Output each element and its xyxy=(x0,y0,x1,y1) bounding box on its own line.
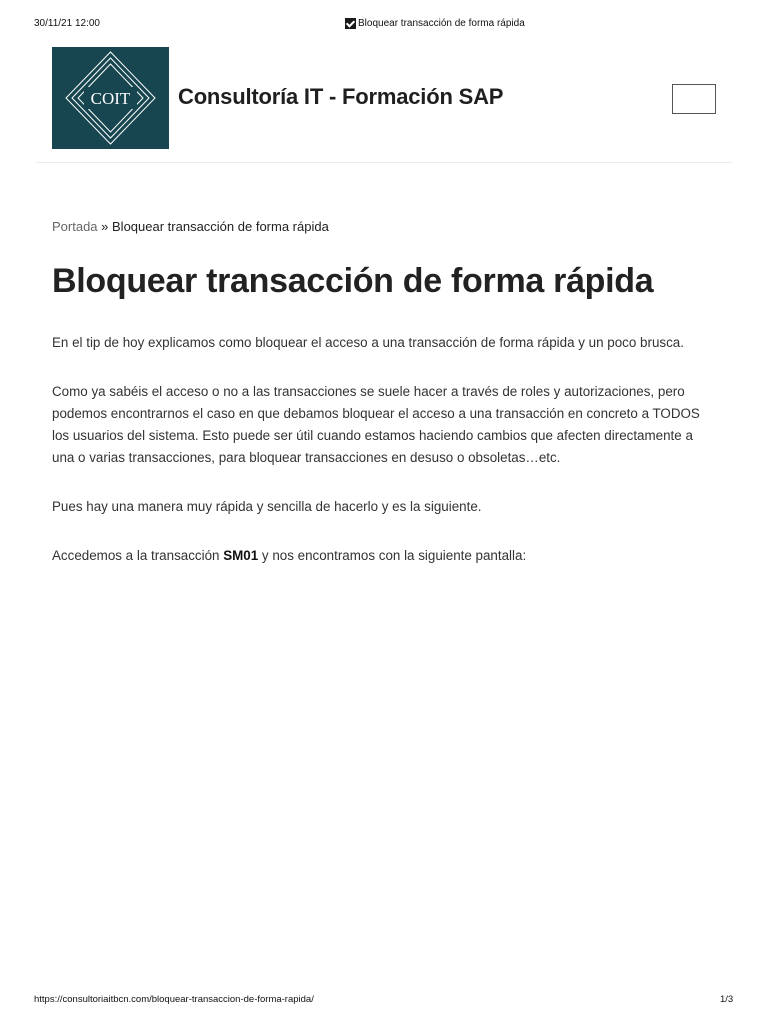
print-header-title xyxy=(345,18,525,29)
checkbox-icon xyxy=(345,18,356,29)
article-content xyxy=(52,332,716,594)
sm01-text-before: Accedemos a la transacción xyxy=(52,548,224,563)
site-header xyxy=(36,40,732,163)
print-footer-page-number: 1/3 xyxy=(720,994,734,1005)
print-footer-url: https://consultoriaitbcn.com/bloquear-transaccion-de-forma-rapida/ xyxy=(34,994,314,1005)
paragraph-method: Pues hay una manera muy rápida y sencilla de hacerlo y es la siguiente. xyxy=(52,499,482,514)
breadcrumb-current: Bloquear transacción de forma rápida xyxy=(112,219,329,234)
page-title: Bloquear transacción de forma rápida xyxy=(52,262,654,300)
breadcrumb-separator: » xyxy=(97,219,113,234)
site-title[interactable]: Consultoría IT - Formación SAP xyxy=(178,84,504,109)
menu-button[interactable] xyxy=(672,84,716,114)
sm01-transaction-code: SM01 xyxy=(223,548,259,563)
paragraph-sm01 xyxy=(52,545,716,567)
site-logo[interactable] xyxy=(52,47,169,149)
breadcrumb-home-link[interactable]: Portada xyxy=(52,219,98,234)
paragraph-intro: En el tip de hoy explicamos como bloquear el acceso a una transacción de forma rápida y un poco brusca. xyxy=(52,335,684,350)
print-title-text: Bloquear transacción de forma rápida xyxy=(358,18,525,29)
breadcrumb xyxy=(52,219,329,234)
sm01-text-after: y nos encontramos con la siguiente pantalla: xyxy=(258,548,527,563)
print-date: 30/11/21 12:00 xyxy=(34,18,100,29)
paragraph-roles: Como ya sabéis el acceso o no a las transacciones se suele hacer a través de roles y autorizaciones, pero podemos encontrarnos el caso en que debamos bloquear el acceso a una transacción en concreto a TODOS los usuarios del sistema. Esto puede ser útil cuando estamos haciendo cambios que afecten directamente a una o varias transacciones, para bloquear transacciones en desuso o obsoletas…etc. xyxy=(52,384,700,465)
logo-diamond-icon xyxy=(52,47,169,149)
logo-text: COIT xyxy=(90,89,131,108)
